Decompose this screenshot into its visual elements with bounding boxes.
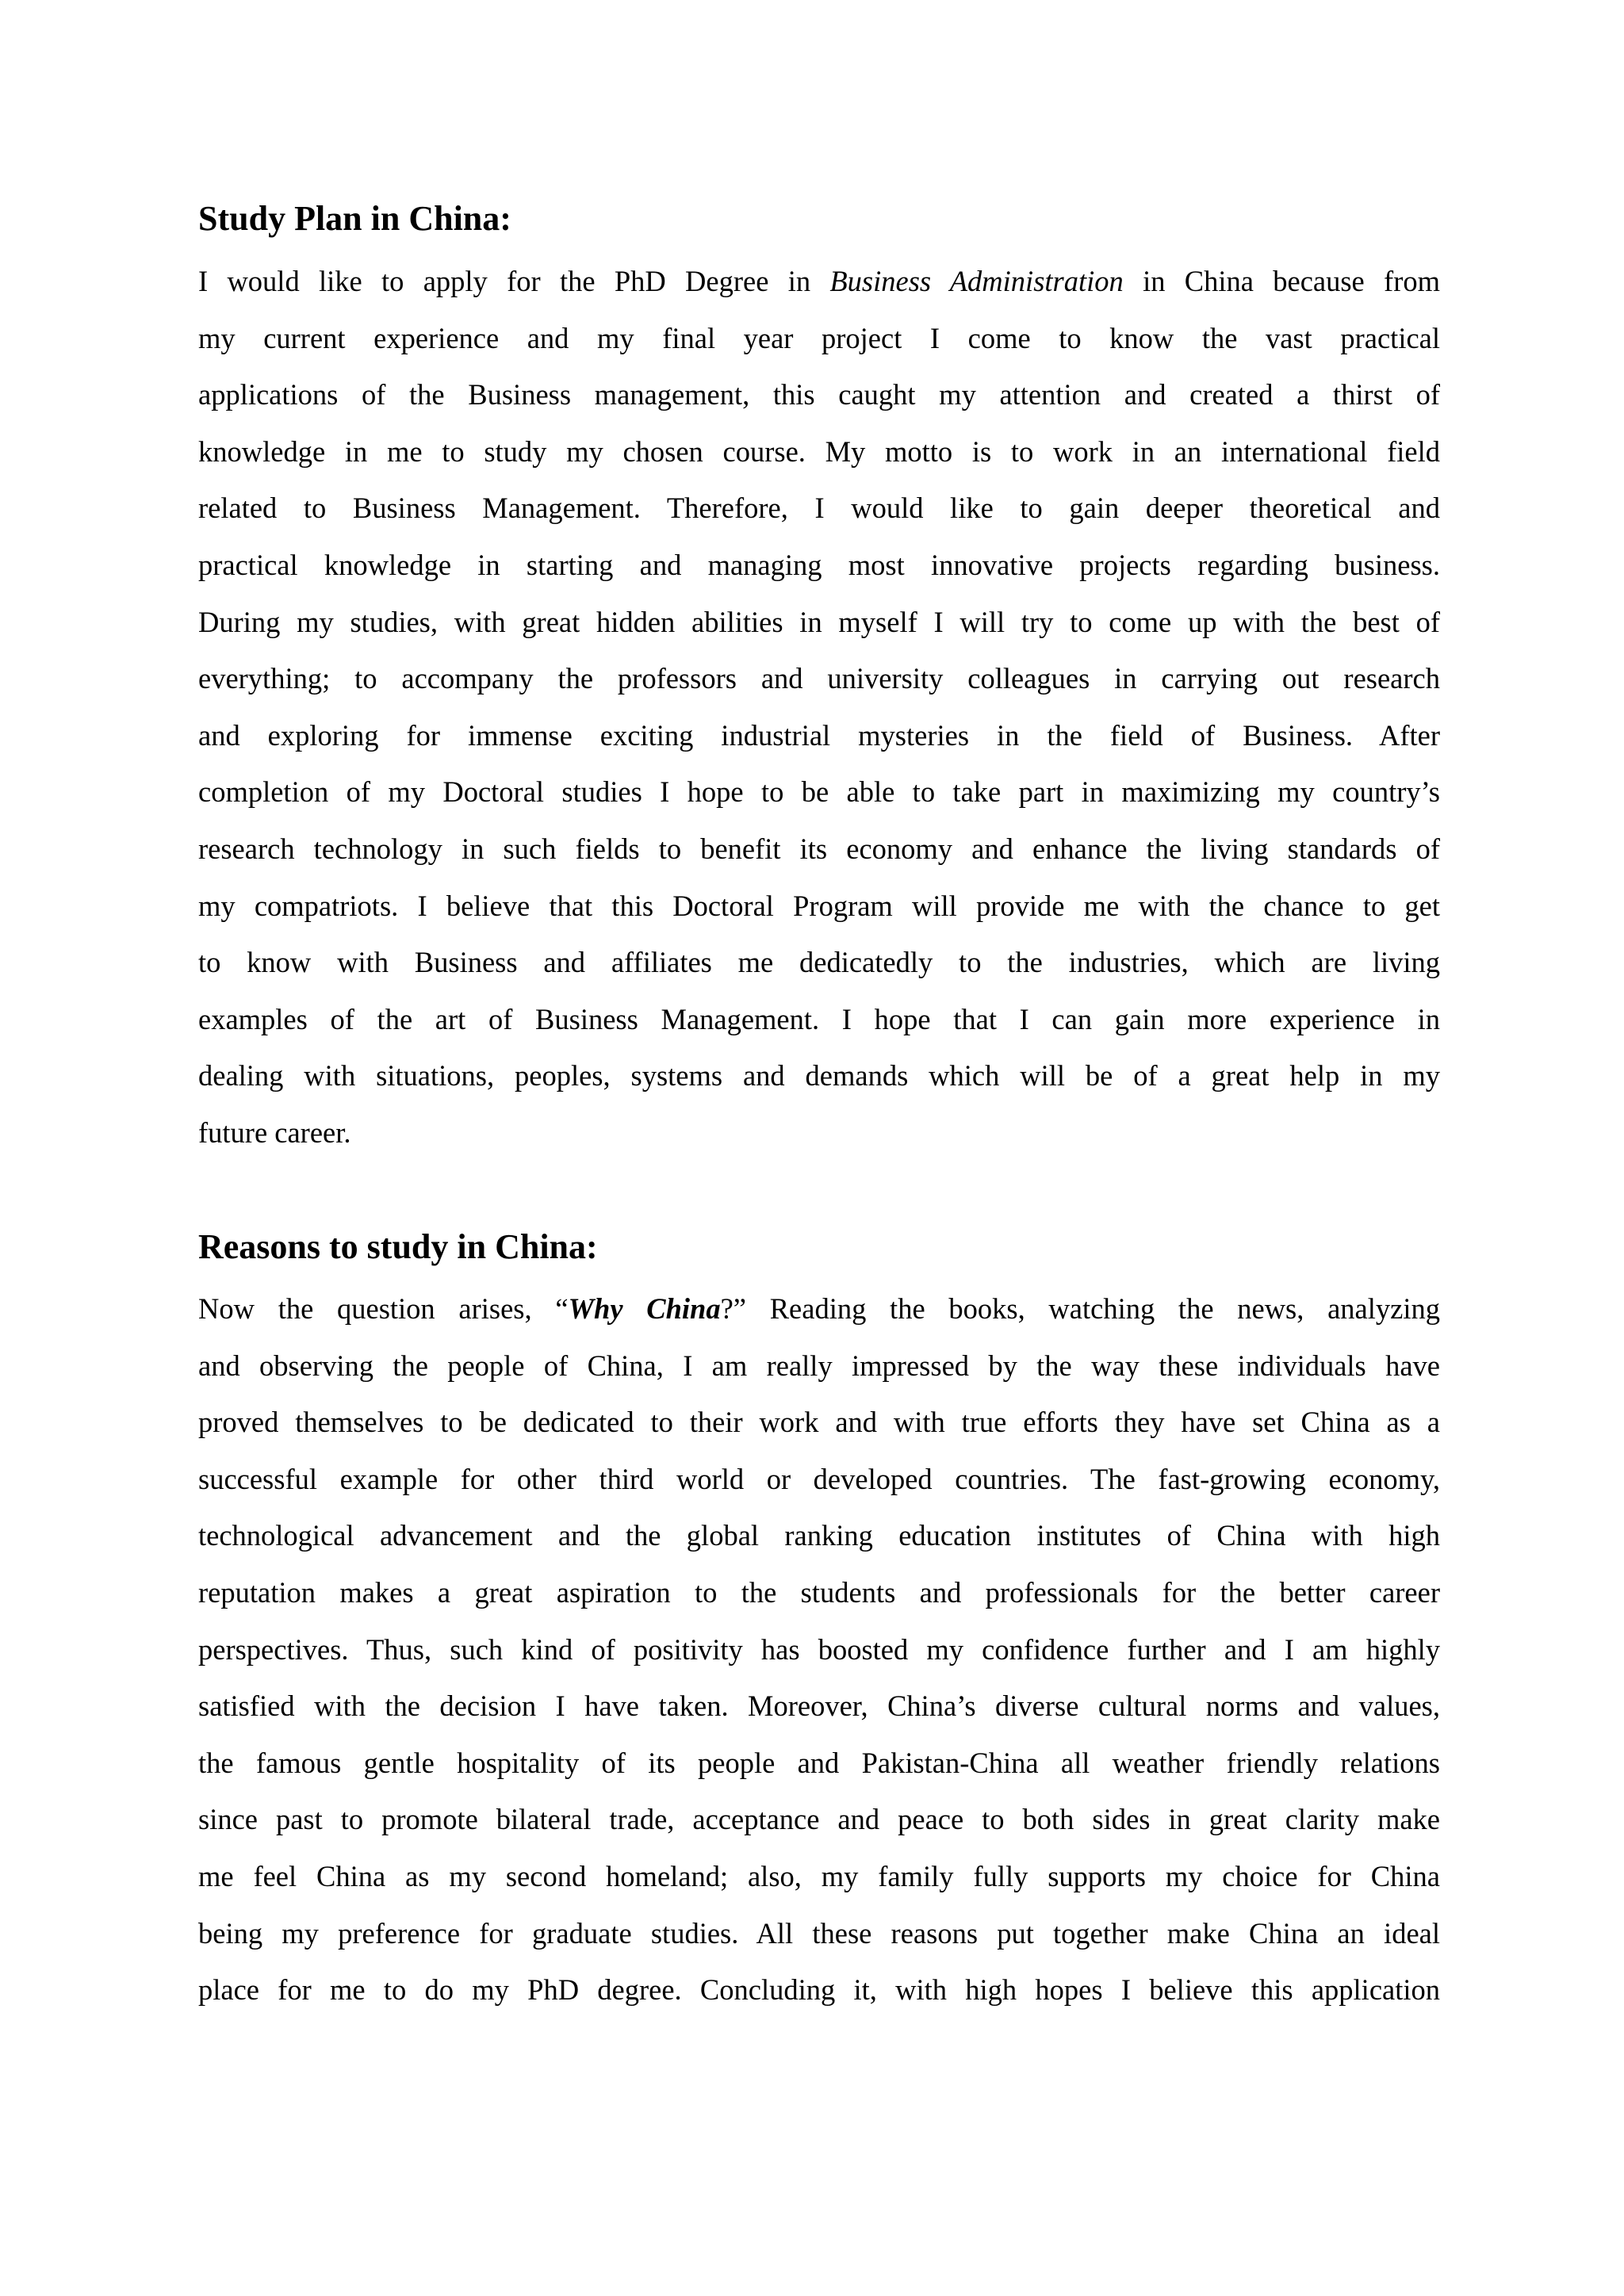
paragraph-line: knowledge in me to study my chosen course. My motto is to work in an international field — [198, 434, 1440, 468]
paragraph-line: everything; to accompany the professors and university colleagues in carrying out research — [198, 662, 1440, 695]
paragraph-line: successful example for other third world or developed countries. The fast-growing economy, — [198, 1462, 1440, 1495]
emphasis-text: Business Administration — [829, 265, 1124, 297]
paragraph-line: related to Business Management. Therefore, I would like to gain deeper theoretical and — [198, 492, 1440, 525]
paragraph-line: practical knowledge in starting and managing most innovative projects regarding business. — [198, 549, 1440, 581]
paragraph-line: satisfied with the decision I have taken. Moreover, China’s diverse cultural norms and values, — [198, 1689, 1440, 1723]
paragraph-line: technological advancement and the global ranking education institutes of China with high — [198, 1519, 1440, 1552]
paragraph-line: examples of the art of Business Management. I hope that I can gain more experience in — [198, 1002, 1440, 1035]
paragraph-line: applications of the Business management, this caught my attention and created a thirst of — [198, 378, 1440, 411]
paragraph-line: being my preference for graduate studies. All these reasons put together make China an ideal — [198, 1916, 1440, 1950]
section-title-study-plan: Study Plan in China: — [198, 199, 511, 238]
paragraph-line: research technology in such fields to benefit its economy and enhance the living standards of — [198, 832, 1440, 865]
paragraph-line: During my studies, with great hidden abilities in myself I will try to come up with the best of — [198, 605, 1440, 638]
strong-emphasis-text: Why China — [568, 1292, 721, 1325]
paragraph-line: perspectives. Thus, such kind of positivity has boosted my confidence further and I am highly — [198, 1632, 1440, 1666]
paragraph-line: I would like to apply for the PhD Degree in Business Administration in China because from — [198, 265, 1440, 297]
paragraph-line: place for me to do my PhD degree. Concluding it, with high hopes I believe this application — [198, 1973, 1440, 2007]
paragraph-line: reputation makes a great aspiration to the students and professionals for the better career — [198, 1576, 1440, 1609]
paragraph-line: and observing the people of China, I am really impressed by the way these individuals have — [198, 1349, 1440, 1382]
paragraph-line: since past to promote bilateral trade, acceptance and peace to both sides in great clarity make — [198, 1803, 1440, 1836]
paragraph-line: the famous gentle hospitality of its people and Pakistan-China all weather friendly relations — [198, 1746, 1440, 1779]
paragraph-line: completion of my Doctoral studies I hope to be able to take part in maximizing my country’s — [198, 775, 1440, 809]
paragraph-line: me feel China as my second homeland; also, my family fully supports my choice for China — [198, 1860, 1440, 1892]
section-title-reasons: Reasons to study in China: — [198, 1227, 598, 1266]
paragraph-line: and exploring for immense exciting industrial mysteries in the field of Business. After — [198, 718, 1440, 752]
paragraph-line: proved themselves to be dedicated to their work and with true efforts they have set China as a — [198, 1406, 1440, 1439]
paragraph-line: dealing with situations, peoples, systems and demands which will be of a great help in my — [198, 1059, 1440, 1093]
paragraph-line: Now the question arises, “Why China?” Reading the books, watching the news, analyzing — [198, 1292, 1440, 1325]
paragraph-line: my compatriots. I believe that this Doctoral Program will provide me with the chance to get — [198, 889, 1440, 922]
paragraph-line: my current experience and my final year project I come to know the vast practical — [198, 321, 1440, 354]
paragraph-line: future career. — [198, 1116, 351, 1149]
paragraph-line: to know with Business and affiliates me dedicatedly to the industries, which are living — [198, 946, 1440, 979]
